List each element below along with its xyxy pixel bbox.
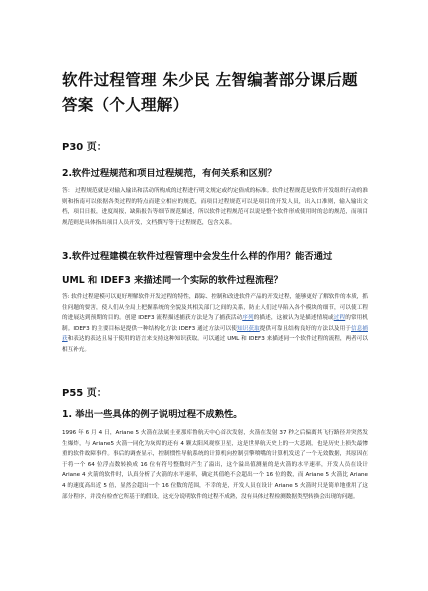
section-label-p30: P30 页： [62, 142, 107, 153]
answer-1: 1996 年 6 月 4 日，Ariane 5 火箭在法属圭亚那库鲁航天中心首次发射，火箭在发射 37 秒之后偏离其飞行路径并突然发生爆炸，与 Ariane5 火箭一同化为灰烬的还有 4 颗太阳风观察卫星，这是世界航天史上的一大悲剧，也是历史上损失最惨重的软件故障事件。事后的调查显示，控制惯性导航系统的计算机向控制引擎喷嘴的计算机发送了一个无效数据，其原因在于将一个 64 位浮点数转换成 16 位有符号整数时产生了溢出，这个溢出值测量的是火箭的水平速率，开发人员在设计 Ariane 4 火箭的软件时，认真分析了火箭的水平速率，确定其值绝不会超出一个 16 位的数，而 Ariane 5 火箭比 Ariane 4 的速度高出近 5 倍，显然会超出一个 16 位数的范围，不幸的是，开发人员在设计 Ariane 5 火箭时只是简单地重用了这部分程序，并没有检查它所基于的假设，这充分说明软件的过程不成熟，没有具体过程检测数据类型转换会出现的问题。 [62, 430, 368, 500]
link-information-capture[interactable]: 信息捕获 [62, 325, 368, 343]
question-1: 1. 举出一些具体的例子说明过程不成熟性。 [62, 409, 243, 420]
link-sequence[interactable]: 序列 [242, 315, 254, 322]
document-title: 软件过程管理 朱少民 左智编著部分课后题答案（个人理解） [62, 71, 358, 114]
section-label-p55: P55 页： [62, 388, 107, 399]
answer-2: 答： 过程规范就是对输入输出和活动所构成的过程进行明文规定或约定俗成的标准。软件过程规范是软件开发组织行动的准则和指南可以依据各类过程的特点而建立相应的规范，而项目过程规范可以是项目的开发人员，出入口准则，输入输出文档，项目日报，进度周报，缺陷报告等细节规范描述，所以软件过程规范可以说是整个软件形成使用时的总的规范，而项目规范则是具体指出项目人员开发，文档撰写等于过程规范，包含关系。 [62, 188, 368, 226]
answer-3-text-1: 答: 软件过程建模可以更好理解软件开发过程的特性，跟踪、控制和改进软件产品的开发过程，能够更好了解软件的本质，抓住问题的要害，使人们从全局上把握系统的全貌及其相关部门之间的关系，防止人们过早陷入各个模块的细节，可以使工程的进展达到预期的目的。创建 IDEF3 流程描述捕获方法是为了捕获活动 [62, 294, 368, 322]
question-2: 2.软件过程规范和项目过程规范，有何关系和区别？ [62, 168, 277, 179]
answer-3-text-2: 的描述，这被认为是描述情境或 [253, 315, 334, 322]
answer-3-text-5: 和表达的表达且易于使用的语言来支持这种知识获取。可以通过 UML 和 IDEF3 来描述同一个软件过程的流程，两者可以相互补充。 [62, 336, 368, 353]
question-3-line-1: 3.软件过程建模在软件过程管理中会发生什么样的作用？能否通过 [62, 251, 333, 262]
link-process[interactable]: 过程 [333, 315, 346, 322]
answer-3-text-3: 的常用机制。IDEF3 的主要目标是提供一种结构化方法 IDEF3 通过方法可以使 [62, 315, 368, 332]
question-3-line-2: UML 和 IDEF3 来描述同一个实际的软件过程流程？ [62, 275, 283, 286]
answer-3 [62, 292, 368, 356]
answer-3-text-4: 提供可靠且结构良好的方法以及用于 [259, 325, 351, 332]
link-knowledge-acquisition[interactable]: 知识获取 [236, 325, 260, 332]
